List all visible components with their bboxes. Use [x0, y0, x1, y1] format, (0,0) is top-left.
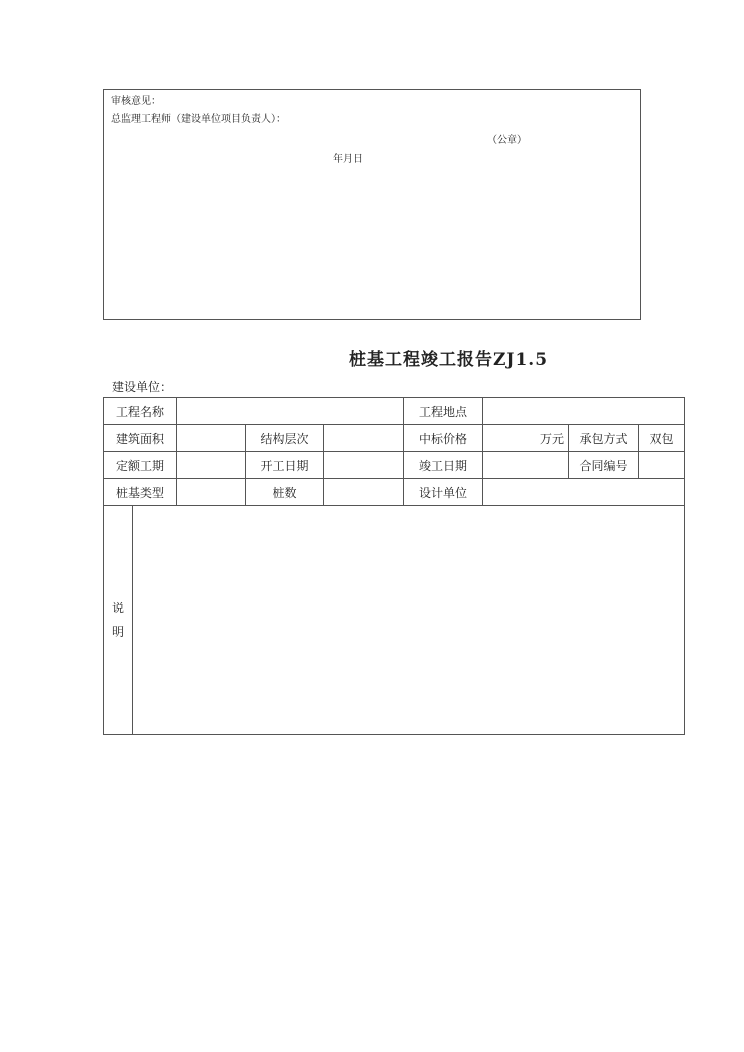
- contract-no-field[interactable]: [639, 452, 685, 479]
- project-location-label: 工程地点: [404, 398, 483, 425]
- start-date-label: 开工日期: [246, 452, 324, 479]
- table-row: [104, 398, 685, 425]
- start-date-field[interactable]: [324, 452, 404, 479]
- description-char-2: 明: [111, 625, 124, 639]
- quota-period-label: 定额工期: [104, 452, 177, 479]
- review-opinion-label: 审核意见：: [111, 96, 161, 107]
- description-field[interactable]: [133, 506, 685, 735]
- description-char-1: 说: [111, 601, 124, 615]
- project-location-field[interactable]: [483, 398, 685, 425]
- bid-price-field[interactable]: 万元: [483, 425, 569, 452]
- pile-count-label: 桩数: [246, 479, 324, 506]
- design-unit-field[interactable]: [483, 479, 685, 506]
- quota-period-field[interactable]: [177, 452, 246, 479]
- bid-price-label: 中标价格: [404, 425, 483, 452]
- project-name-label: 工程名称: [104, 398, 177, 425]
- construction-unit-label: 建设单位：: [112, 380, 173, 394]
- table-row: [104, 479, 685, 506]
- pile-count-field[interactable]: [324, 479, 404, 506]
- table-row: [104, 425, 685, 452]
- contract-no-label: 合同编号: [569, 452, 639, 479]
- contract-mode-value[interactable]: 双包: [639, 425, 685, 452]
- project-name-field[interactable]: [177, 398, 404, 425]
- report-title: 桩基工程竣工报告ZJ1.5: [349, 350, 549, 370]
- chief-engineer-label: 总监理工程师（建设单位项目负责人）：: [111, 114, 286, 125]
- building-area-field[interactable]: [177, 425, 246, 452]
- pile-type-field[interactable]: [177, 479, 246, 506]
- completion-date-field[interactable]: [483, 452, 569, 479]
- structure-floors-label: 结构层次: [246, 425, 324, 452]
- review-opinion-box: [103, 89, 641, 320]
- table-row: [104, 506, 685, 735]
- structure-floors-field[interactable]: [324, 425, 404, 452]
- date-label: 年月日: [333, 154, 363, 165]
- pile-type-label: 桩基类型: [104, 479, 177, 506]
- description-label: [104, 506, 133, 735]
- contract-mode-label: 承包方式: [569, 425, 639, 452]
- official-seal-label: （公章）: [487, 135, 527, 146]
- design-unit-label: 设计单位: [404, 479, 483, 506]
- building-area-label: 建筑面积: [104, 425, 177, 452]
- completion-report-table: [103, 397, 685, 735]
- completion-date-label: 竣工日期: [404, 452, 483, 479]
- table-row: [104, 452, 685, 479]
